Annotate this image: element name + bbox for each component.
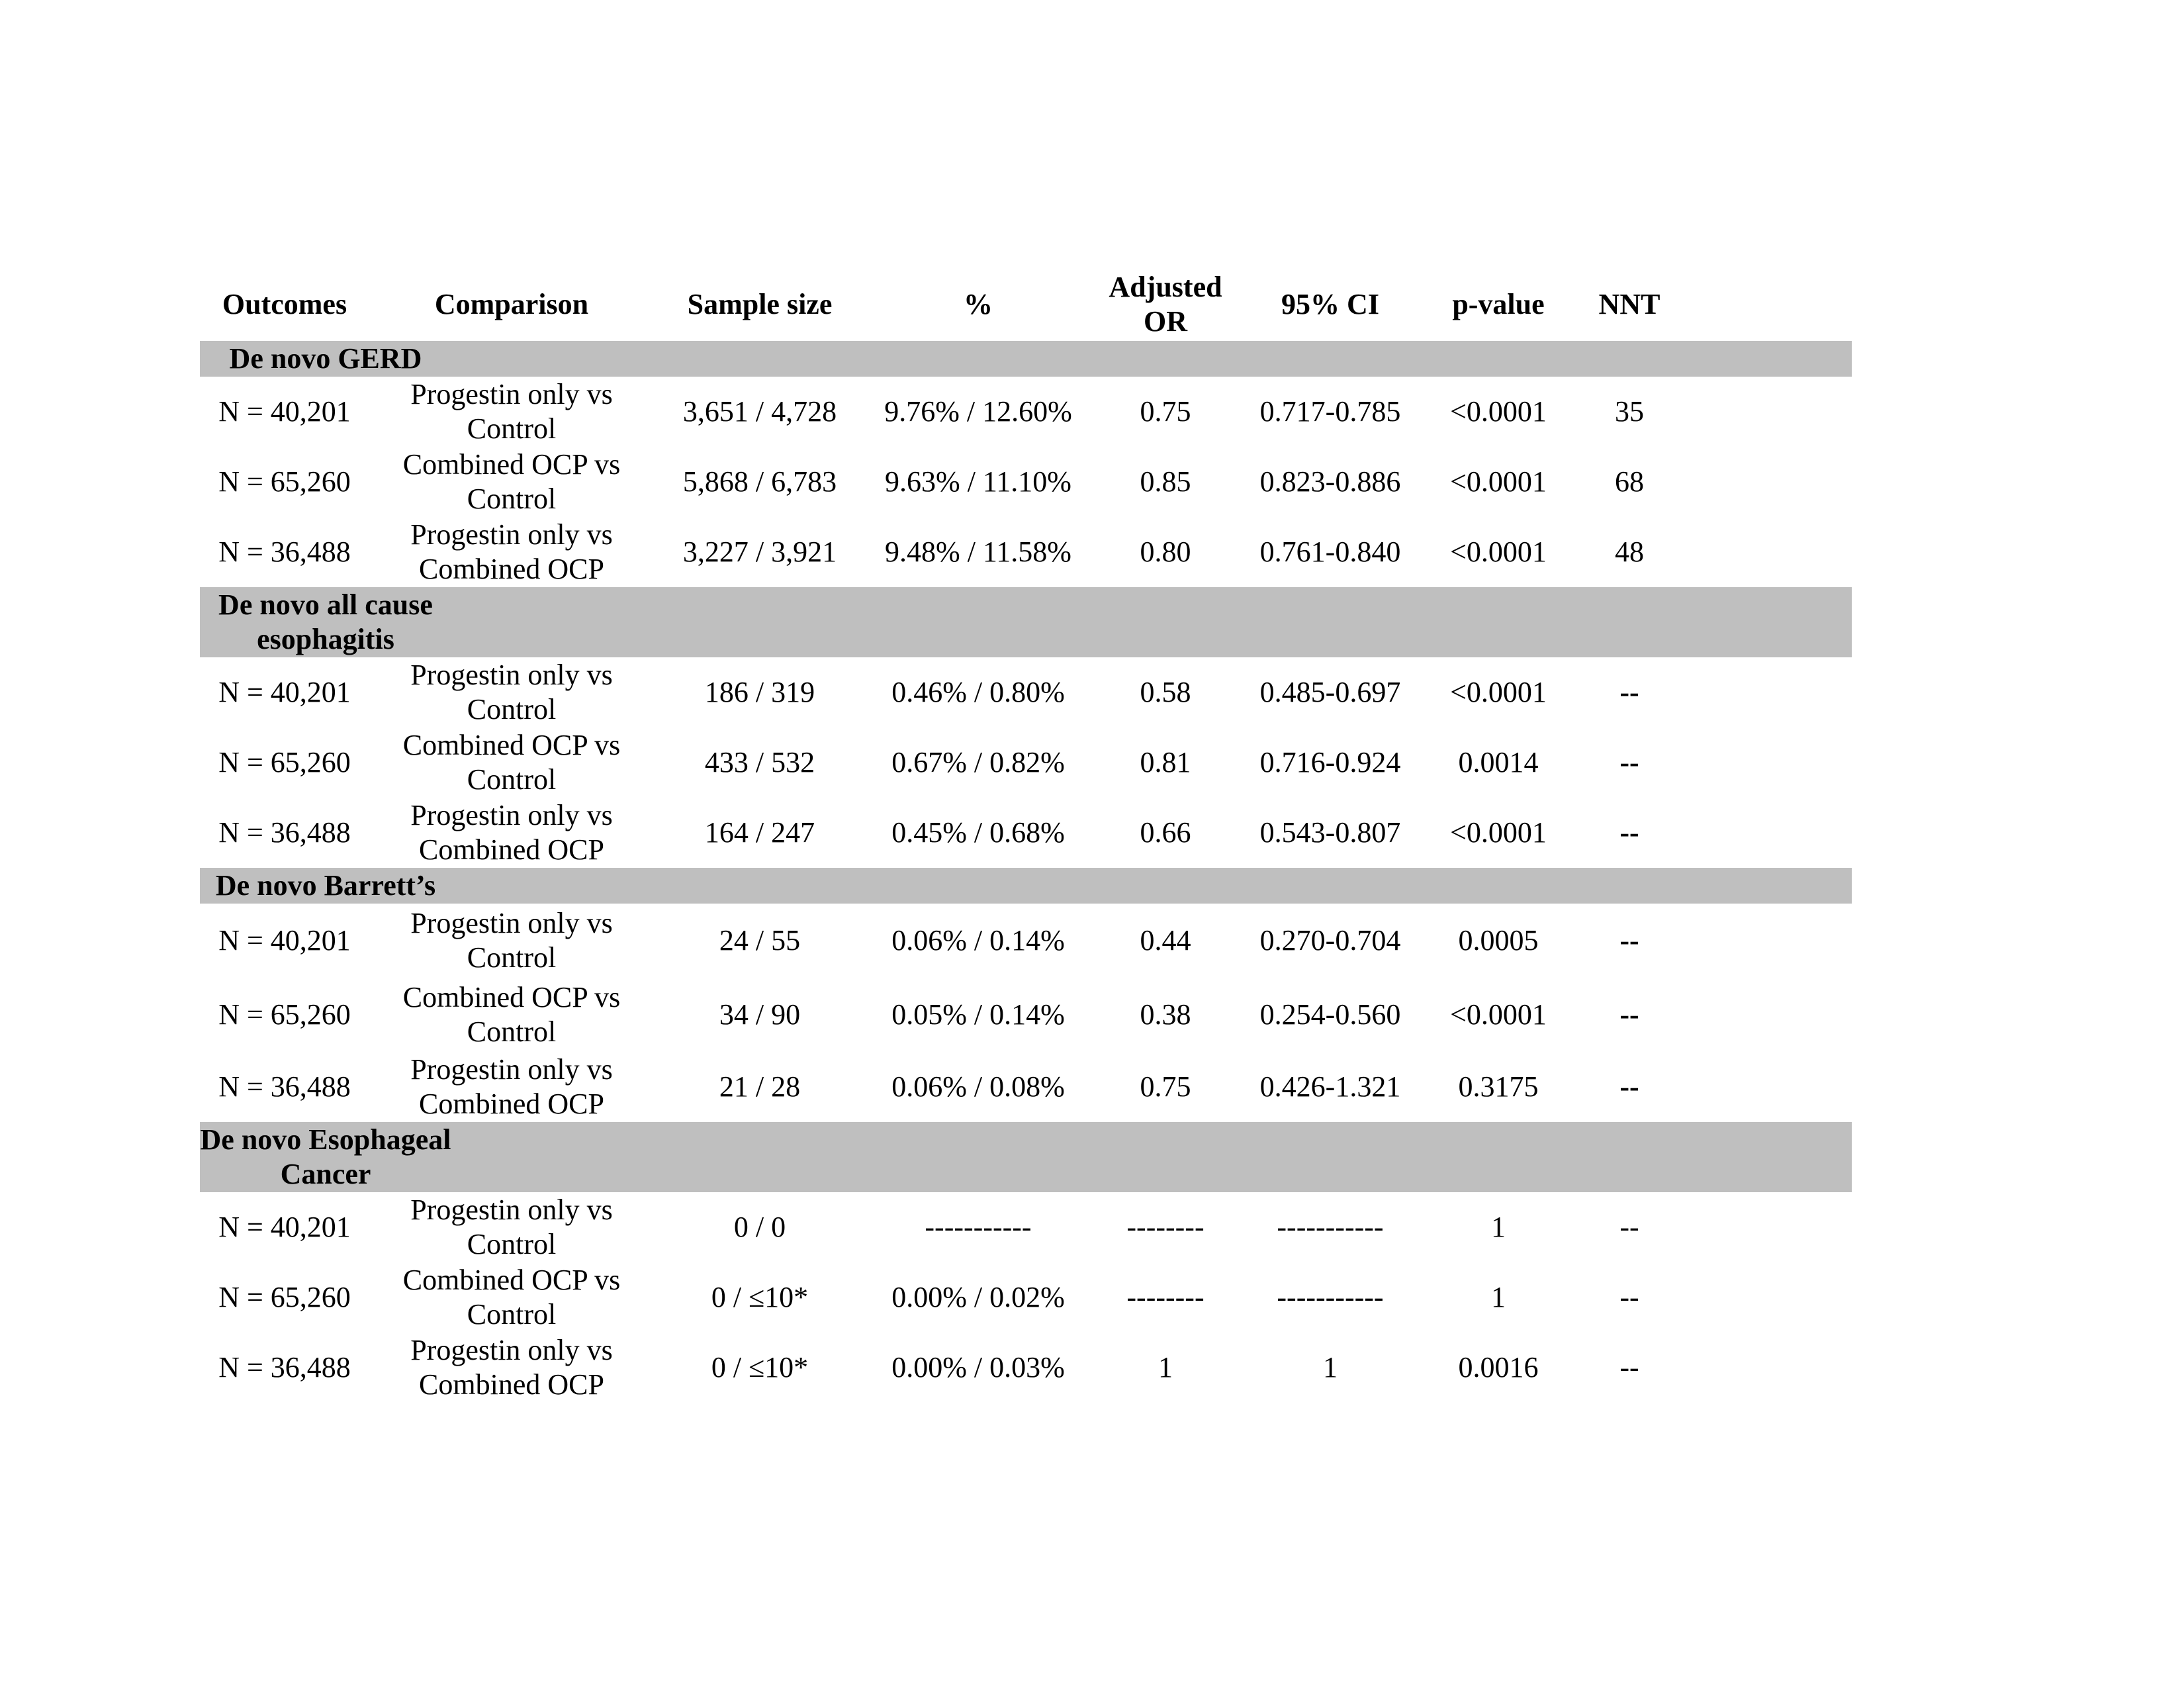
- section-fill: [1420, 341, 1576, 377]
- header-row: [200, 268, 1852, 341]
- section-fill: [1576, 587, 1682, 657]
- section-fill: [866, 868, 1091, 904]
- cell-percent: 0.00% / 0.02%: [891, 1281, 1065, 1313]
- cell-p-value: <0.0001: [1450, 465, 1547, 498]
- cell-n: N = 65,260: [218, 1281, 351, 1313]
- cell-p-value: 1: [1491, 1281, 1506, 1313]
- cell-comparison: Progestin only vs Control: [410, 378, 613, 445]
- header-adjusted-or: Adjusted OR: [1109, 271, 1222, 338]
- row-spacer: [1682, 798, 1852, 868]
- cell-sample-size: 433 / 532: [704, 746, 815, 778]
- cell-nnt: 68: [1615, 465, 1644, 498]
- cell-ci: 0.761-0.840: [1259, 536, 1401, 568]
- section-fill: [1091, 341, 1240, 377]
- cell-nnt: --: [1619, 1281, 1639, 1313]
- cell-percent: 9.48% / 11.58%: [885, 536, 1071, 568]
- table-row: [200, 657, 1852, 727]
- cell-nnt: --: [1619, 816, 1639, 849]
- table-row: [200, 904, 1852, 978]
- cell-percent: 0.67% / 0.82%: [891, 746, 1065, 778]
- section-fill: [654, 1122, 866, 1192]
- cell-n: N = 36,488: [218, 536, 351, 568]
- table-row: [200, 517, 1852, 587]
- cell-p-value: 1: [1491, 1211, 1506, 1243]
- section-fill: [866, 1122, 1091, 1192]
- cell-sample-size: 24 / 55: [719, 924, 801, 957]
- cell-nnt: --: [1619, 1351, 1639, 1383]
- cell-comparison: Combined OCP vs Control: [402, 1264, 621, 1331]
- section-row: [200, 587, 1852, 657]
- section-row: [200, 1122, 1852, 1192]
- cell-n: N = 36,488: [218, 816, 351, 849]
- cell-ci: 0.254-0.560: [1259, 998, 1401, 1031]
- table-row: [200, 377, 1852, 447]
- table-row: [200, 798, 1852, 868]
- cell-sample-size: 186 / 319: [704, 676, 815, 708]
- cell-percent: 0.45% / 0.68%: [891, 816, 1065, 849]
- cell-n: N = 36,488: [218, 1351, 351, 1383]
- row-spacer: [1682, 1333, 1852, 1403]
- cell-sample-size: 0 / 0: [733, 1211, 786, 1243]
- header-outcomes: Outcomes: [222, 288, 347, 320]
- table-row: [200, 1333, 1852, 1403]
- cell-nnt: --: [1619, 1211, 1639, 1243]
- section-fill: [1576, 341, 1682, 377]
- cell-ci: -----------: [1277, 1281, 1384, 1313]
- header-percent: %: [964, 288, 993, 320]
- cell-percent: 9.63% / 11.10%: [885, 465, 1071, 498]
- cell-comparison: Progestin only vs Combined OCP: [410, 1053, 613, 1120]
- cell-adjusted-or: 0.85: [1140, 465, 1191, 498]
- cell-percent: 0.46% / 0.80%: [891, 676, 1065, 708]
- section-fill: [1240, 587, 1420, 657]
- header-spacer: [1682, 268, 1852, 341]
- cell-comparison: Combined OCP vs Control: [402, 448, 621, 515]
- cell-nnt: --: [1619, 998, 1639, 1031]
- cell-adjusted-or: --------: [1126, 1281, 1205, 1313]
- section-fill: [1091, 1122, 1240, 1192]
- section-fill: [1682, 587, 1852, 657]
- cell-adjusted-or: 0.38: [1140, 998, 1191, 1031]
- cell-percent: 0.06% / 0.14%: [891, 924, 1065, 957]
- table-row: [200, 978, 1852, 1052]
- cell-p-value: 0.0016: [1458, 1351, 1539, 1383]
- row-spacer: [1682, 447, 1852, 517]
- cell-p-value: <0.0001: [1450, 816, 1547, 849]
- section-title: De novo all cause esophagitis: [200, 587, 369, 657]
- cell-p-value: <0.0001: [1450, 676, 1547, 708]
- cell-adjusted-or: 0.75: [1140, 395, 1191, 428]
- cell-p-value: <0.0001: [1450, 998, 1547, 1031]
- row-spacer: [1682, 377, 1852, 447]
- section-fill: [1240, 868, 1420, 904]
- cell-percent: 0.06% / 0.08%: [891, 1070, 1065, 1103]
- section-fill: [654, 587, 866, 657]
- cell-n: N = 40,201: [218, 1211, 351, 1243]
- section-fill: [654, 868, 866, 904]
- section-row: [200, 341, 1852, 377]
- cell-adjusted-or: 0.81: [1140, 746, 1191, 778]
- cell-adjusted-or: 0.75: [1140, 1070, 1191, 1103]
- cell-sample-size: 0 / ≤10*: [711, 1281, 809, 1313]
- cell-n: N = 36,488: [218, 1070, 351, 1103]
- cell-p-value: <0.0001: [1450, 536, 1547, 568]
- results-table: [200, 268, 1852, 1403]
- row-spacer: [1682, 904, 1852, 978]
- header-ci: 95% CI: [1281, 288, 1379, 320]
- cell-nnt: --: [1619, 676, 1639, 708]
- cell-n: N = 65,260: [218, 746, 351, 778]
- cell-percent: 0.05% / 0.14%: [891, 998, 1065, 1031]
- table-row: [200, 1262, 1852, 1333]
- row-spacer: [1682, 1262, 1852, 1333]
- cell-adjusted-or: --------: [1126, 1211, 1205, 1243]
- cell-sample-size: 3,227 / 3,921: [682, 536, 837, 568]
- cell-comparison: Progestin only vs Combined OCP: [410, 518, 613, 585]
- section-row: [200, 868, 1852, 904]
- cell-ci: 0.426-1.321: [1259, 1070, 1401, 1103]
- section-fill: [866, 587, 1091, 657]
- section-fill: [1091, 587, 1240, 657]
- cell-percent: 9.76% / 12.60%: [884, 395, 1072, 428]
- cell-ci: 0.716-0.924: [1259, 746, 1401, 778]
- section-fill: [1576, 1122, 1682, 1192]
- section-fill: [1576, 868, 1682, 904]
- section-fill: [1682, 341, 1852, 377]
- section-fill: [1091, 868, 1240, 904]
- table-row: [200, 1052, 1852, 1122]
- table-row: [200, 447, 1852, 517]
- section-title: De novo Esophageal Cancer: [200, 1122, 369, 1192]
- section-fill: [1682, 1122, 1852, 1192]
- cell-ci: 0.270-0.704: [1259, 924, 1401, 957]
- cell-comparison: Progestin only vs Control: [410, 659, 613, 726]
- cell-sample-size: 21 / 28: [719, 1070, 801, 1103]
- section-fill: [1420, 1122, 1576, 1192]
- cell-nnt: 48: [1615, 536, 1644, 568]
- cell-comparison: Combined OCP vs Control: [402, 981, 621, 1048]
- cell-ci: 0.485-0.697: [1259, 676, 1401, 708]
- table-row: [200, 727, 1852, 798]
- cell-comparison: Combined OCP vs Control: [402, 729, 621, 796]
- cell-p-value: <0.0001: [1450, 395, 1547, 428]
- cell-ci: 0.717-0.785: [1259, 395, 1401, 428]
- cell-nnt: --: [1619, 924, 1639, 957]
- cell-comparison: Progestin only vs Control: [410, 907, 613, 974]
- cell-n: N = 40,201: [218, 924, 351, 957]
- cell-p-value: 0.3175: [1458, 1070, 1539, 1103]
- row-spacer: [1682, 1192, 1852, 1262]
- section-fill: [1420, 868, 1576, 904]
- cell-ci: 0.543-0.807: [1259, 816, 1401, 849]
- cell-nnt: 35: [1615, 395, 1644, 428]
- row-spacer: [1682, 657, 1852, 727]
- cell-ci: 1: [1323, 1351, 1338, 1383]
- section-title: De novo GERD: [200, 341, 369, 377]
- cell-sample-size: 3,651 / 4,728: [682, 395, 837, 428]
- cell-n: N = 40,201: [218, 676, 351, 708]
- cell-adjusted-or: 0.58: [1140, 676, 1191, 708]
- header-p-value: p-value: [1452, 288, 1545, 320]
- section-title: De novo Barrett’s: [200, 868, 369, 904]
- table-body: [200, 341, 1852, 1403]
- cell-adjusted-or: 1: [1158, 1351, 1173, 1383]
- cell-nnt: --: [1619, 1070, 1639, 1103]
- section-fill: [866, 341, 1091, 377]
- cell-sample-size: 0 / ≤10*: [711, 1351, 809, 1383]
- cell-p-value: 0.0005: [1458, 924, 1539, 957]
- row-spacer: [1682, 1052, 1852, 1122]
- cell-comparison: Progestin only vs Combined OCP: [410, 1334, 613, 1401]
- cell-percent: -----------: [925, 1211, 1032, 1243]
- row-spacer: [1682, 517, 1852, 587]
- section-fill: [1682, 868, 1852, 904]
- section-fill: [1240, 341, 1420, 377]
- table-row: [200, 1192, 1852, 1262]
- section-fill: [1240, 1122, 1420, 1192]
- row-spacer: [1682, 727, 1852, 798]
- cell-comparison: Progestin only vs Control: [410, 1194, 613, 1260]
- header-sample-size: Sample size: [687, 288, 833, 320]
- row-spacer: [1682, 978, 1852, 1052]
- cell-adjusted-or: 0.44: [1140, 924, 1191, 957]
- cell-adjusted-or: 0.80: [1140, 536, 1191, 568]
- cell-ci: -----------: [1277, 1211, 1384, 1243]
- cell-nnt: --: [1619, 746, 1639, 778]
- cell-percent: 0.00% / 0.03%: [891, 1351, 1065, 1383]
- section-fill: [654, 341, 866, 377]
- header-comparison: Comparison: [434, 288, 589, 320]
- cell-sample-size: 164 / 247: [704, 816, 815, 849]
- header-nnt: NNT: [1598, 288, 1661, 320]
- cell-comparison: Progestin only vs Combined OCP: [410, 799, 613, 866]
- cell-n: N = 65,260: [218, 465, 351, 498]
- cell-sample-size: 5,868 / 6,783: [682, 465, 837, 498]
- cell-p-value: 0.0014: [1458, 746, 1539, 778]
- cell-adjusted-or: 0.66: [1140, 816, 1191, 849]
- cell-ci: 0.823-0.886: [1259, 465, 1401, 498]
- cell-sample-size: 34 / 90: [719, 998, 801, 1031]
- cell-n: N = 65,260: [218, 998, 351, 1031]
- section-fill: [1420, 587, 1576, 657]
- cell-n: N = 40,201: [218, 395, 351, 428]
